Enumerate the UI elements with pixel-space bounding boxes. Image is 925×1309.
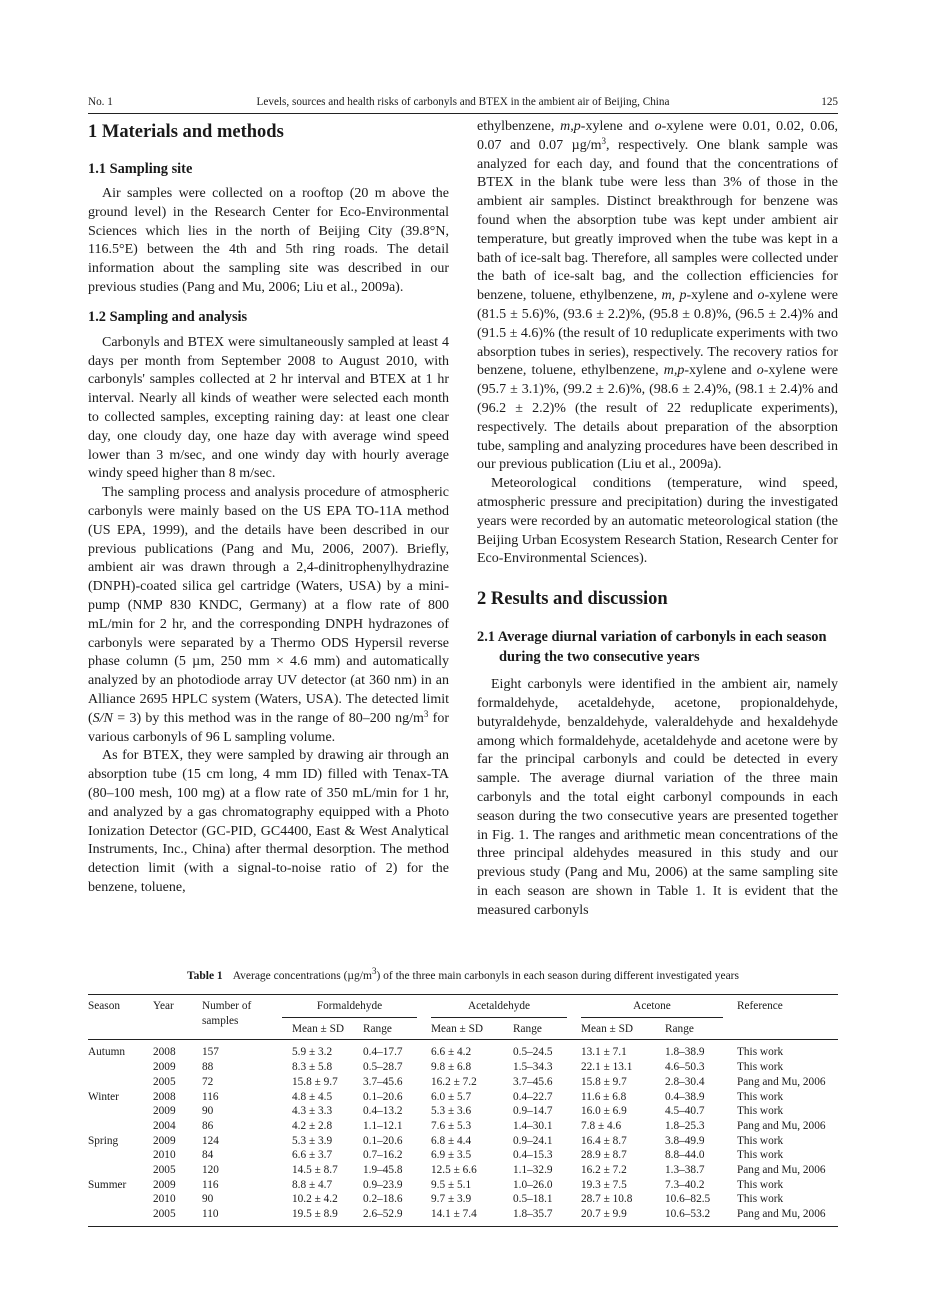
btex-text-g: -xylene and [684,363,757,379]
table-row [88,1148,838,1163]
cell-year: 2005 [153,1075,176,1088]
cell-formaldehyde-mean: 4.8 ± 4.5 [292,1090,333,1103]
left-column [88,118,449,898]
cell-formaldehyde-range: 0.4–17.7 [363,1046,403,1059]
header-acetaldehyde [431,995,581,1019]
italic-mp: m,p [663,363,685,379]
header-mean-sd: Mean ± SD [581,1022,634,1035]
cell-samples: 124 [202,1134,219,1147]
header-mean-sd: Mean ± SD [431,1022,484,1035]
cell-acetone-mean: 11.6 ± 6.8 [581,1090,627,1103]
cell-samples: 120 [202,1164,219,1177]
section-heading-results: 2 Results and discussion [477,589,668,610]
cell-acetaldehyde-mean: 9.8 ± 6.8 [431,1061,472,1074]
cell-acetaldehyde-range: 1.4–30.1 [513,1119,553,1132]
cell-samples: 116 [202,1090,219,1103]
btex-text-d: , respectively. One blank sample was analyzed for each day, and found that the concentrations of BTEX in the blank tube were less than 3% of those in the ambient air samples. Distinct breakthrough for benzene was found when the absorption tube was kept under ambient air temperature, but greatly improved when the tube was kept in a bath of ice-salt bag. Therefore, all samples were collected under the bath of ice-salt bag, and the collection efficiencies for benzene, toluene, ethylbenzene, [477,137,838,304]
cell-year: 2009 [153,1105,176,1118]
cell-reference: This work [737,1061,784,1074]
cell-year: 2009 [153,1134,176,1147]
cell-samples: 86 [202,1119,214,1132]
cell-acetone-mean: 16.0 ± 6.9 [581,1105,627,1118]
cell-reference: Pang and Mu, 2006 [737,1208,826,1221]
cell-acetone-mean: 13.1 ± 7.1 [581,1046,627,1059]
paragraph-carbonyls-identified: Eight carbonyls were identified in the ambient air, namely formaldehyde, acetaldehyde, acetone, propionaldehyde, butyraldehyde, benzaldehyde, valeraldehyde and hexaldehyde among which formaldehyde, acetaldehyde and acetone were by far the principal carbonyls and could be detected in every sample. The average diurnal variation of the three main carbonyls and the total eight carbonyl compounds in each season during the two consecutive years are presented together in Fig. 1. The ranges and arithmetic mean concentrations of the three principal aldehydes measured in this study and our previous study (Pang and Mu, 2006) at the same sampling site in each season are shown in Table 1. It is evident that the measured carbonyls [477,677,838,918]
cell-acetone-range: 0.4–38.9 [665,1090,705,1103]
cell-acetaldehyde-mean: 6.8 ± 4.4 [431,1134,472,1147]
cell-reference: Pang and Mu, 2006 [737,1164,826,1177]
cell-formaldehyde-range: 2.6–52.9 [363,1208,403,1221]
cell-season [88,1060,153,1075]
cell-acetone-mean: 7.8 ± 4.6 [581,1119,622,1132]
cell-acetaldehyde-range: 0.4–15.3 [513,1149,553,1162]
table-row [88,1192,838,1207]
cell-samples: 84 [202,1149,214,1162]
btex-text-f: -xylene were (81.5 ± 5.6)%, (93.6 ± 2.2)%, (95.8 ± 0.8)%, (96.5 ± 2.4)% and (91.5 ± 4.6)% (the result of 10 reduplicate experiments with two absorption tubes in series), respectively. The recovery ratios for benzene, toluene, ethylbenzene, [477,288,838,379]
cell-samples: 110 [202,1208,219,1221]
cell-acetaldehyde-mean: 6.0 ± 5.7 [431,1090,472,1103]
header-rule [88,113,838,114]
page-number: 125 [821,96,838,108]
cell-formaldehyde-mean: 5.9 ± 3.2 [292,1046,333,1059]
header-acetone [581,995,737,1019]
right-column [477,118,838,920]
cell-samples: 90 [202,1193,214,1206]
table-label: Table 1 [187,970,223,982]
running-head [88,93,838,111]
signal-noise-symbol: S/N [92,710,113,726]
cell-acetaldehyde-mean: 16.2 ± 7.2 [431,1075,477,1088]
table-row [88,1040,838,1060]
cell-season [88,1207,153,1226]
cell-reference: This work [737,1149,784,1162]
table-row [88,1104,838,1119]
cell-acetaldehyde-mean: 7.6 ± 5.3 [431,1119,472,1132]
cell-acetaldehyde-range: 0.9–24.1 [513,1134,553,1147]
cell-reference: Pang and Mu, 2006 [737,1119,826,1132]
cell-season: Summer [88,1178,127,1191]
cell-acetaldehyde-mean: 9.5 ± 5.1 [431,1178,472,1191]
cell-formaldehyde-range: 0.7–16.2 [363,1149,403,1162]
subsection-heading-sampling-analysis: 1.2 Sampling and analysis [88,308,248,325]
cell-acetone-range: 1.8–38.9 [665,1046,705,1059]
cell-samples: 88 [202,1061,214,1074]
cell-season [88,1119,153,1134]
paragraph-sampling-site: Air samples were collected on a rooftop (20 m above the ground level) in the Research Center for Eco-Environmental Sciences which lies in the north of Beijing City (39.8°N, 116.5°E) between the 4th and 5th ring roads. The detail information about the sampling site was described in our previous studies (Pang and Mu, 2006; Liu et al., 2009a). [88,186,449,295]
cell-acetaldehyde-mean: 14.1 ± 7.4 [431,1208,477,1221]
header-number-of-samples: Number of samples [202,1000,252,1027]
btex-text-a: ethylbenzene, [477,119,561,134]
table-caption [88,967,838,985]
cell-reference: This work [737,1046,784,1059]
table-1 [88,967,838,1227]
cell-formaldehyde-range: 1.9–45.8 [363,1164,403,1177]
cell-acetone-mean: 22.1 ± 13.1 [581,1061,633,1074]
subsection-heading-diurnal: 2.1 Average diurnal variation of carbonyls in each season during the two consecutive years [477,629,827,666]
table-row [88,1207,838,1226]
cell-year: 2005 [153,1208,176,1221]
header-range: Range [665,1022,694,1035]
cell-acetaldehyde-range: 0.4–22.7 [513,1090,553,1103]
cell-acetone-mean: 16.2 ± 7.2 [581,1164,627,1177]
cell-formaldehyde-range: 0.4–13.2 [363,1105,403,1118]
cell-formaldehyde-mean: 8.3 ± 5.8 [292,1061,333,1074]
cell-acetaldehyde-mean: 9.7 ± 3.9 [431,1193,472,1206]
running-title: Levels, sources and health risks of carbonyls and BTEX in the ambient air of Beijing, China [256,96,670,108]
header-season: Season [88,1000,121,1012]
header-year: Year [153,1000,174,1012]
cell-acetone-mean: 19.3 ± 7.5 [581,1178,627,1191]
italic-o: o [757,288,765,304]
cell-year: 2004 [153,1119,176,1132]
table-row [88,1090,838,1105]
paragraph-sampling-schedule: Carbonyls and BTEX were simultaneously sampled at least 4 days per month from September 2008 to August 2010, with carbonyls' samples collected at 2 hr interval and BTEX at 1 hr interval. Nearly all kinds of weather were selected each month to collected samples, excepting raining day: at least one clear day, one cloudy day, one haze day with average wind speed lower than 3 m/sec, and one windy day with hourly average windy speed higher than 8 m/sec. [88,334,449,482]
cell-formaldehyde-range: 0.1–20.6 [363,1134,403,1147]
header-acetone-label: Acetone [581,999,723,1018]
italic-mp: m,p [560,119,581,134]
cell-formaldehyde-range: 0.2–18.6 [363,1193,403,1206]
table-row [88,1060,838,1075]
superscript-3: 3 [601,135,607,146]
issue-number: No. 1 [88,96,113,108]
cell-acetone-range: 3.8–49.9 [665,1134,705,1147]
table-row [88,1134,838,1149]
cell-acetone-range: 7.3–40.2 [665,1178,705,1191]
caption-text-a: Average concentrations (µg/m [232,970,372,982]
cell-acetone-range: 10.6–82.5 [665,1193,711,1206]
table-body [88,1040,838,1226]
cell-acetone-mean: 20.7 ± 9.9 [581,1208,627,1221]
table-row [88,1163,838,1178]
table-row [88,1119,838,1134]
cell-season: Autumn [88,1046,126,1059]
cell-season [88,1075,153,1090]
header-formaldehyde [282,995,431,1019]
cell-year: 2008 [153,1090,176,1103]
cell-year: 2010 [153,1149,176,1162]
italic-o: o [654,119,662,134]
paragraph-btex-method: As for BTEX, they were sampled by drawing air through an absorption tube (15 cm long, 4 mm ID) filled with Tenax-TA (80–100 mesh, 100 mg) at a flow rate of 350 mL/min for 1 hr, and analyzed by a gas chromatography equipped with a Photo Ionization Detector (GC-PID, GC4400, East & West Analytical Instruments, Inc., China) after thermal desorption. The method detection limit (with a signal-to-noise ratio of 2) for the benzene, toluene, [88,748,449,895]
subsection-heading-sampling-site: 1.1 Sampling site [88,161,193,177]
btex-text-h: -xylene were (95.7 ± 3.1)%, (99.2 ± 2.6)%, (98.6 ± 2.4)%, (98.1 ± 2.4)% and (96.2 ± 2.2)% (the result of 22 reduplicate experiments), respectively. The details about preparation of the absorption tube, sampling and analyzing procedures have been described in our previous publication (Liu et al., 2009a). [477,363,838,473]
header-formaldehyde-label: Formaldehyde [282,999,417,1018]
cell-reference: This work [737,1105,784,1118]
cell-acetaldehyde-mean: 6.6 ± 4.2 [431,1046,472,1059]
cell-formaldehyde-range: 3.7–45.6 [363,1075,403,1088]
cell-year: 2010 [153,1193,176,1206]
header-range: Range [513,1022,542,1035]
cell-reference: Pang and Mu, 2006 [737,1075,826,1088]
carbonyl-method-text-a: The sampling process and analysis procedure of atmospheric carbonyls were mainly based on the US EPA TO-11A method (US EPA, 1999), and the details have been described in our previous publications (Pang and Mu, 2006, 2007). Briefly, ambient air was drawn through a 2,4-dinitrophenylhydrazine (DNPH)-coated silica gel cartridge (Waters, USA) by a mini-pump (NMP 830 KNDC, Germany) at a flow rate of 800 mL/min for 2 hr, and the corresponding DNPH hydrazones of carbonyls were separated by a Thermo ODS Hypersil reverse phase column (5 µm, 250 mm × 4.6 mm) and automatically analyzed by an photodiode array UV detector (at 360 nm) in an Alliance 2695 HPLC system (Waters, USA). The detected limit ( [88,485,449,726]
btex-text-b: -xylene and [580,119,655,134]
superscript-3: 3 [423,708,429,719]
section-heading-materials: 1 Materials and methods [88,122,284,142]
cell-samples: 116 [202,1178,219,1191]
cell-acetaldehyde-mean: 5.3 ± 3.6 [431,1105,472,1118]
cell-acetaldehyde-range: 1.0–26.0 [513,1178,553,1191]
cell-acetone-range: 1.3–38.7 [665,1164,705,1177]
cell-reference: This work [737,1178,784,1191]
header-reference: Reference [737,1000,783,1012]
cell-acetone-mean: 28.9 ± 8.7 [581,1149,627,1162]
cell-acetaldehyde-range: 1.5–34.3 [513,1061,553,1074]
table-row [88,1075,838,1090]
cell-formaldehyde-mean: 4.2 ± 2.8 [292,1119,333,1132]
paragraph-meteorological: Meteorological conditions (temperature, wind speed, atmospheric pressure and precipitation) during the investigated years were recorded by an automatic meteorological station (the Beijing Urban Ecosystem Research Station, Research Center for Eco-Environmental Sciences). [477,476,838,567]
cell-formaldehyde-mean: 19.5 ± 8.9 [292,1208,338,1221]
cell-season: Winter [88,1090,119,1103]
cell-acetone-range: 8.8–44.0 [665,1149,705,1162]
cell-formaldehyde-mean: 8.8 ± 4.7 [292,1178,333,1191]
cell-acetone-range: 2.8–30.4 [665,1075,705,1088]
cell-formaldehyde-range: 1.1–12.1 [363,1119,403,1132]
cell-acetone-mean: 16.4 ± 8.7 [581,1134,627,1147]
cell-acetone-range: 4.5–40.7 [665,1105,705,1118]
carbonyl-method-text-b: = 3) by this method was in the range of 80–200 ng/m [112,710,424,726]
cell-season [88,1104,153,1119]
caption-text-b: ) of the three main carbonyls in each season during different investigated years [376,970,739,982]
cell-acetaldehyde-range: 0.5–24.5 [513,1046,553,1059]
cell-samples: 157 [202,1046,219,1059]
paragraph-carbonyl-method [88,484,449,747]
cell-season: Spring [88,1134,119,1147]
header-mean-sd: Mean ± SD [292,1022,345,1035]
italic-mp: m, p [661,288,687,304]
btex-text-e: -xylene and [686,288,758,304]
cell-acetone-range: 10.6–53.2 [665,1208,711,1221]
carbonyl-method-text-c: for various carbonyls of 96 L sampling volume. [88,710,450,745]
cell-acetone-range: 4.6–50.3 [665,1061,705,1074]
cell-formaldehyde-mean: 15.8 ± 9.7 [292,1075,338,1088]
cell-season [88,1148,153,1163]
cell-year: 2008 [153,1046,176,1059]
cell-reference: This work [737,1134,784,1147]
cell-formaldehyde-mean: 4.3 ± 3.3 [292,1105,333,1118]
cell-year: 2009 [153,1178,176,1191]
cell-formaldehyde-range: 0.1–20.6 [363,1090,403,1103]
cell-formaldehyde-mean: 6.6 ± 3.7 [292,1149,333,1162]
cell-acetaldehyde-range: 1.1–32.9 [513,1164,553,1177]
cell-formaldehyde-mean: 10.2 ± 4.2 [292,1193,338,1206]
table-row [88,1178,838,1193]
cell-acetaldehyde-range: 0.5–18.1 [513,1193,553,1206]
caption-superscript: 3 [371,966,377,977]
concentration-table [88,994,838,1227]
cell-formaldehyde-mean: 5.3 ± 3.9 [292,1134,333,1147]
cell-season [88,1163,153,1178]
cell-year: 2005 [153,1164,176,1177]
header-range: Range [363,1022,392,1035]
cell-samples: 90 [202,1105,214,1118]
table-header [88,995,838,1040]
cell-acetone-mean: 15.8 ± 9.7 [581,1075,627,1088]
cell-season [88,1192,153,1207]
cell-reference: This work [737,1193,784,1206]
cell-year: 2009 [153,1061,176,1074]
cell-formaldehyde-range: 0.5–28.7 [363,1061,403,1074]
cell-acetaldehyde-range: 0.9–14.7 [513,1105,553,1118]
paragraph-btex-detection [477,118,838,475]
cell-acetaldehyde-range: 3.7–45.6 [513,1075,553,1088]
cell-acetone-mean: 28.7 ± 10.8 [581,1193,633,1206]
cell-samples: 72 [202,1075,214,1088]
header-acetaldehyde-label: Acetaldehyde [431,999,567,1018]
cell-acetaldehyde-range: 1.8–35.7 [513,1208,553,1221]
cell-formaldehyde-range: 0.9–23.9 [363,1178,403,1191]
cell-reference: This work [737,1090,784,1103]
cell-acetone-range: 1.8–25.3 [665,1119,705,1132]
cell-acetaldehyde-mean: 12.5 ± 6.6 [431,1164,477,1177]
italic-o: o [756,363,764,379]
btex-text-c: -xylene were 0.01, 0.02, 0.06, 0.07 and 0.07 µg/m [477,119,838,153]
cell-acetaldehyde-mean: 6.9 ± 3.5 [431,1149,472,1162]
cell-formaldehyde-mean: 14.5 ± 8.7 [292,1164,338,1177]
